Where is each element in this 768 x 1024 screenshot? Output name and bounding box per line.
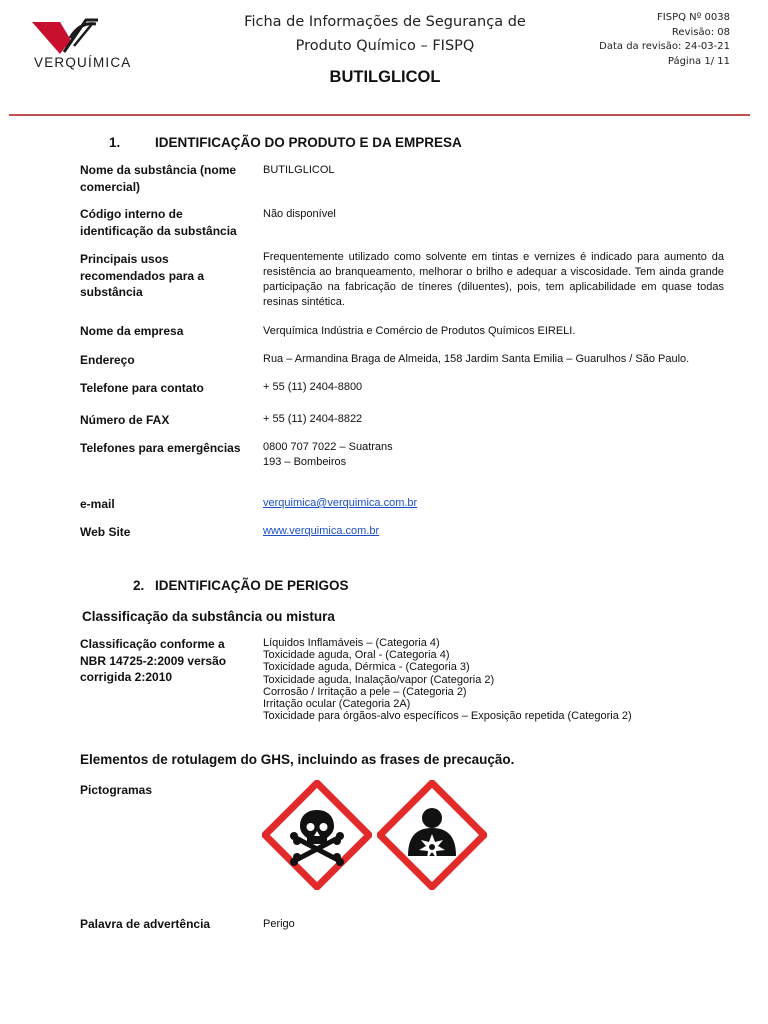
document-title-line1: Ficha de Informações de Segurança de bbox=[244, 14, 526, 30]
value-internal-code: Não disponível bbox=[263, 208, 336, 220]
classification-item: Toxicidade aguda, Oral - (Categoria 4) bbox=[263, 649, 450, 662]
value-recommended-uses: Frequentemente utilizado como solvente em tintas e vernizes é indicado para aumento da resistência ao branqueamento, melhorar o brilho e adequar a viscosidade. Tem ainda grande participação na fabricação de tíneres (diluentes), pois, tem aplicabilidade em quase todas resinas sintética. bbox=[263, 251, 724, 308]
classification-item: Toxicidade aguda, Inalação/vapor (Categoria 2) bbox=[263, 673, 495, 686]
classification-list bbox=[263, 637, 632, 722]
label-website: Web Site bbox=[80, 525, 131, 539]
section2-title: IDENTIFICAÇÃO DE PERIGOS bbox=[155, 578, 349, 593]
section1-number: 1. bbox=[109, 135, 121, 150]
document-title-line2: Produto Químico – FISPQ bbox=[295, 38, 475, 54]
value-signal-word: Perigo bbox=[263, 918, 295, 930]
value-emergency-phones bbox=[263, 440, 393, 470]
health-hazard-icon bbox=[377, 780, 487, 890]
label-substance-name: Nome da substância (nome comercial) bbox=[80, 163, 237, 194]
classification-item: Líquidos Inflamáveis – (Categoria 4) bbox=[263, 637, 440, 649]
classification-item: Toxicidade para órgãos-alvo específicos – Exposição repetida (Categoria 2) bbox=[263, 710, 632, 723]
value-company-name: Verquímica Indústria e Comércio de Produtos Químicos EIRELI. bbox=[263, 325, 576, 337]
email-link[interactable]: verquimica@verquimica.com.br bbox=[263, 497, 418, 509]
verquimica-logo-icon bbox=[30, 16, 104, 56]
label-fax: Número de FAX bbox=[80, 413, 170, 427]
revision-number: Revisão: 08 bbox=[671, 27, 730, 38]
classification-item: Irritação ocular (Categoria 2A) bbox=[263, 698, 411, 711]
label-internal-code: Código interno de identificação da substância bbox=[80, 207, 237, 238]
label-pictograms: Pictogramas bbox=[80, 783, 153, 797]
label-address: Endereço bbox=[80, 353, 135, 367]
label-classification-nbr: Classificação conforme a NBR 14725-2:2009 versão corrigida 2:2010 bbox=[80, 637, 227, 684]
label-recommended-uses: Principais usos recomendados para a substância bbox=[80, 252, 205, 299]
logo-text: VERQUÍMICA bbox=[34, 55, 132, 70]
label-email: e-mail bbox=[80, 497, 115, 511]
ghs-elements-title: Elementos de rotulagem do GHS, incluindo as frases de precaução. bbox=[80, 752, 515, 767]
value-address: Rua – Armandina Braga de Almeida, 158 Jardim Santa Emilia – Guarulhos / São Paulo. bbox=[263, 353, 690, 365]
section1-title: IDENTIFICAÇÃO DO PRODUTO E DA EMPRESA bbox=[155, 135, 462, 150]
revision-date: Data da revisão: 24-03-21 bbox=[599, 41, 730, 52]
header-divider bbox=[9, 114, 750, 116]
emergency-phone-bombeiros: 193 – Bombeiros bbox=[263, 456, 347, 468]
classification-subtitle: Classificação da substância ou mistura bbox=[82, 609, 335, 624]
classification-item: Corrosão / Irritação a pele – (Categoria 2) bbox=[263, 685, 467, 698]
value-substance-name: BUTILGLICOL bbox=[263, 164, 335, 176]
emergency-phone-suatrans: 0800 707 7022 – Suatrans bbox=[263, 441, 393, 453]
value-contact-phone: + 55 (11) 2404-8800 bbox=[263, 381, 363, 393]
section2-number: 2. bbox=[133, 578, 145, 593]
value-fax: + 55 (11) 2404-8822 bbox=[263, 413, 363, 425]
fispq-number: FISPQ Nº 0038 bbox=[657, 12, 730, 23]
label-company-name: Nome da empresa bbox=[80, 324, 184, 338]
classification-item: Toxicidade aguda, Dérmica - (Categoria 3) bbox=[263, 661, 470, 674]
label-emergency-phones: Telefones para emergências bbox=[80, 441, 241, 455]
website-link[interactable]: www.verquimica.com.br bbox=[263, 525, 380, 537]
page-number: Página 1/ 11 bbox=[667, 56, 730, 67]
label-contact-phone: Telefone para contato bbox=[80, 381, 204, 395]
skull-crossbones-icon bbox=[262, 780, 372, 890]
product-name-heading: BUTILGLICOL bbox=[329, 68, 441, 86]
label-signal-word: Palavra de advertência bbox=[80, 917, 211, 931]
